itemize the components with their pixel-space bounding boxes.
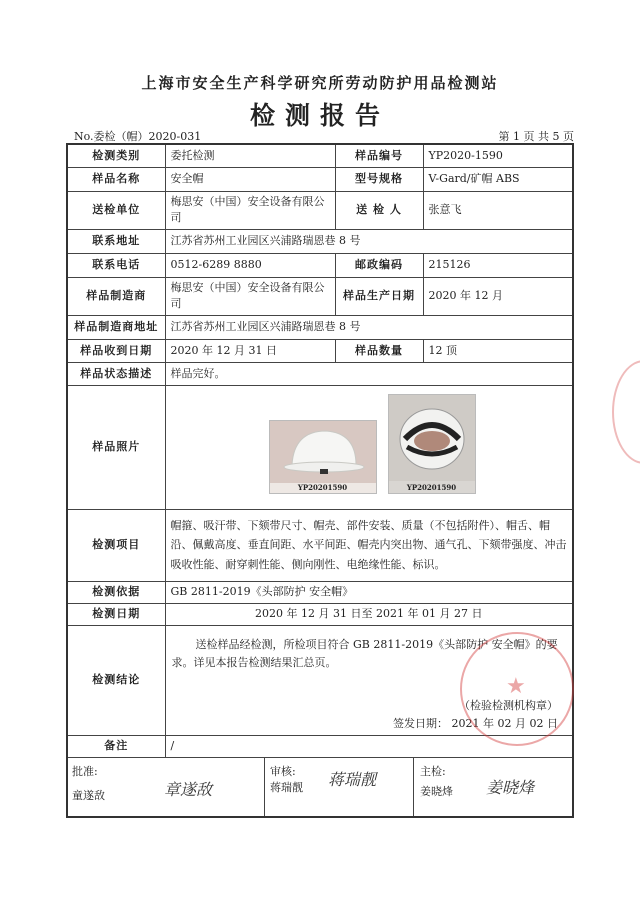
- value-test-type: 委托检测: [165, 144, 335, 167]
- helmet-photo-front: [269, 420, 377, 494]
- label-phone: 联系电话: [67, 253, 165, 277]
- label-address: 联系地址: [67, 229, 165, 253]
- table-row: [67, 385, 573, 509]
- lead-label: 主检:: [420, 764, 446, 778]
- label-sender: 送检单位: [67, 191, 165, 229]
- table-row: [67, 339, 573, 362]
- seal-star-icon: ★: [506, 674, 526, 699]
- value-maker-address: 江苏省苏州工业园区兴浦路瑞恩巷 8 号: [165, 315, 573, 339]
- issue-date: 签发日期： 2021 年 02 月 02 日: [393, 717, 558, 730]
- approve-name: 童遂敌: [72, 788, 105, 802]
- table-row: [67, 253, 573, 277]
- label-sample-state: 样品状态描述: [67, 362, 165, 385]
- value-test-items: 帽箍、吸汗带、下颏带尺寸、帽壳、部件安装、质量（不包括附件）、帽舌、帽沿、佩戴高度、垂直间距、水平间距、帽壳内突出物、通气孔、下颏带强度、冲击吸收性能、耐穿刺性能、侧向刚性、电绝缘性能、标识。: [165, 509, 573, 581]
- table-row: [67, 167, 573, 191]
- red-seal-stamp: [460, 632, 574, 746]
- table-row: [67, 144, 573, 167]
- label-sample-no: 样品编号: [335, 144, 423, 167]
- approve-signature: 章遂敌: [164, 779, 213, 799]
- value-test-date: 2020 年 12 月 31 日至 2021 年 01 月 27 日: [165, 603, 573, 625]
- label-model: 型号规格: [335, 167, 423, 191]
- signature-cell: [67, 757, 573, 817]
- helmet-interior-icon: [389, 395, 475, 481]
- table-row: [67, 191, 573, 229]
- label-remark: 备注: [67, 735, 165, 757]
- value-sample-state: 样品完好。: [165, 362, 573, 385]
- value-prod-date: 2020 年 12 月: [423, 277, 573, 315]
- value-maker: 梅思安（中国）安全设备有限公司: [165, 277, 335, 315]
- helmet-photo-inside: [388, 394, 476, 494]
- value-sender: 梅思安（中国）安全设备有限公司: [165, 191, 335, 229]
- review-name: 蒋瑞靓: [270, 780, 303, 794]
- white-helmet-icon: [270, 421, 376, 483]
- value-sample-name: 安全帽: [165, 167, 335, 191]
- report-title: 检测报告: [249, 101, 390, 130]
- value-conclusion: 送检样品经检测，所检项目符合 GB 2811-2019《头部防护 安全帽》的要求。详见本报告检测结果汇总页。: [171, 638, 558, 669]
- label-receive-date: 样品收到日期: [67, 339, 165, 362]
- label-prod-date: 样品生产日期: [335, 277, 423, 315]
- label-quantity: 样品数量: [335, 339, 423, 362]
- lead-signature: 姜晓烽: [486, 777, 535, 797]
- page-number: 第 1 页 共 5 页: [498, 130, 574, 143]
- table-row: [67, 315, 573, 339]
- value-sender-person: 张意飞: [423, 191, 573, 229]
- signature-row: [67, 757, 573, 817]
- institute-name: 上海市安全生产科学研究所劳动防护用品检测站: [141, 74, 499, 92]
- label-postcode: 邮政编码: [335, 253, 423, 277]
- label-test-items: 检测项目: [67, 509, 165, 581]
- label-conclusion: 检测结论: [67, 625, 165, 735]
- table-row: [67, 581, 573, 603]
- value-phone: 0512-6289 8880: [165, 253, 335, 277]
- value-address: 江苏省苏州工业园区兴浦路瑞恩巷 8 号: [165, 229, 573, 253]
- table-row: [67, 509, 573, 581]
- photo-cell: [165, 385, 573, 509]
- value-remark: /: [165, 735, 573, 757]
- label-sample-name: 样品名称: [67, 167, 165, 191]
- table-row: [67, 603, 573, 625]
- label-test-basis: 检测依据: [67, 581, 165, 603]
- value-postcode: 215126: [423, 253, 573, 277]
- approve-label: 批准:: [72, 764, 98, 778]
- label-sample-photo: 样品照片: [67, 385, 165, 509]
- label-sender-person: 送 检 人: [335, 191, 423, 229]
- label-test-type: 检测类别: [67, 144, 165, 167]
- review-signature: 蒋瑞靓: [328, 769, 377, 789]
- review-label: 审核:: [270, 764, 296, 778]
- label-maker-address: 样品制造商地址: [67, 315, 165, 339]
- seal-note: （检验检测机构章）: [459, 699, 558, 712]
- table-row: [67, 229, 573, 253]
- table-row: [67, 362, 573, 385]
- value-quantity: 12 顶: [423, 339, 573, 362]
- label-test-date: 检测日期: [67, 603, 165, 625]
- label-maker: 样品制造商: [67, 277, 165, 315]
- value-model: V-Gard/矿帽 ABS: [423, 167, 573, 191]
- table-row: [67, 277, 573, 315]
- lead-name: 姜晓烽: [420, 784, 453, 798]
- value-test-basis: GB 2811-2019《头部防护 安全帽》: [165, 581, 573, 603]
- photo-caption-1: YP20201590: [297, 482, 348, 492]
- photo-caption-2: YP20201590: [406, 482, 457, 492]
- value-receive-date: 2020 年 12 月 31 日: [165, 339, 335, 362]
- value-sample-no: YP2020-1590: [423, 144, 573, 167]
- red-seal-stamp-edge: [612, 360, 640, 464]
- report-number: No.委检（帽）2020-031: [74, 130, 202, 143]
